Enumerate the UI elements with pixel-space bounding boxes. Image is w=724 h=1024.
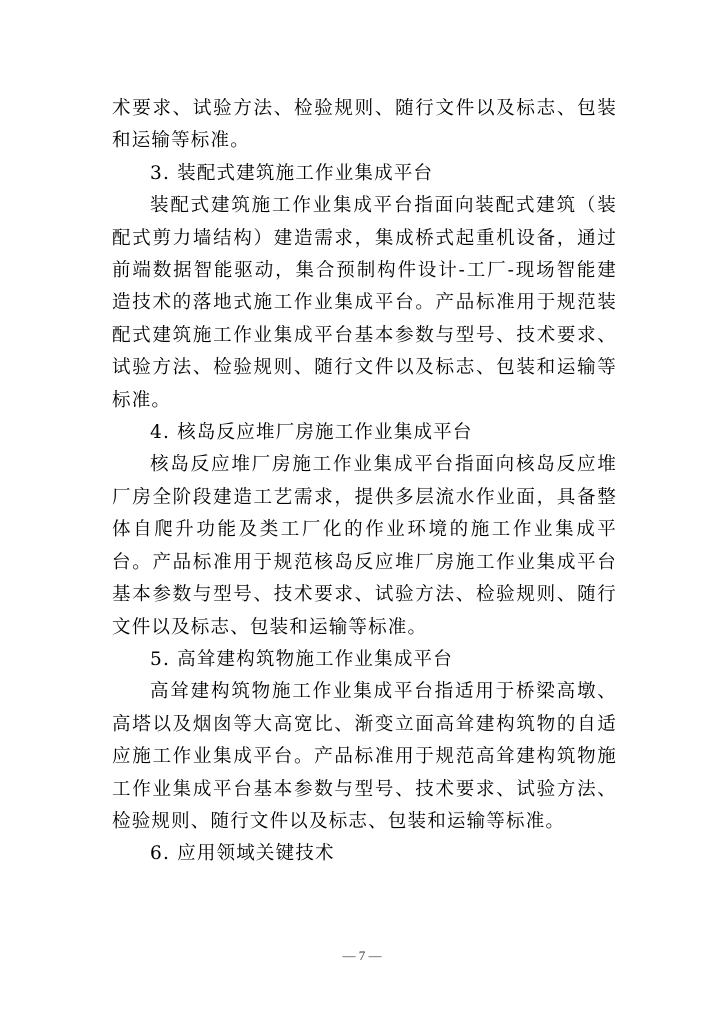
body-text <box>112 93 617 871</box>
section-heading-5: 5. 高耸建构筑物施工作业集成平台 <box>150 648 453 670</box>
paragraph-prefab-platform: 装配式建筑施工作业集成平台指面向装配式建筑（装配式剪力墙结构）建造需求，集成桥式起重机设备，通过前端数据智能驱动，集合预制构件设计-工厂-现场智能建造技术的落地式施工作业集成平台。产品标准用于规范装配式建筑施工作业集成平台基本参数与型号、技术要求、试验方法、检验规则、随行文件以及标志、包装和运输等标准。 <box>112 195 617 411</box>
section-heading-3: 3. 装配式建筑施工作业集成平台 <box>150 162 434 184</box>
section-heading-6: 6. 应用领域关键技术 <box>150 843 335 865</box>
page-number: — 7 — <box>342 948 382 963</box>
paragraph-nuclear-platform: 核岛反应堆厂房施工作业集成平台指面向核岛反应堆厂房全阶段建造工艺需求，提供多层流水作业面，具备整体自爬升功能及类工厂化的作业环境的施工作业集成平台。产品标准用于规范核岛反应堆厂房施工作业集成平台基本参数与型号、技术要求、试验方法、检验规则、随行文件以及标志、包装和运输等标准。 <box>112 454 617 638</box>
paragraph-tall-structure-platform: 高耸建构筑物施工作业集成平台指适用于桥梁高墩、高塔以及烟囱等大高宽比、渐变立面高耸建构筑物的自适应施工作业集成平台。产品标准用于规范高耸建构筑物施工作业集成平台基本参数与型号、技术要求、试验方法、检验规则、随行文件以及标志、包装和运输等标准。 <box>112 681 617 832</box>
section-heading-4: 4. 核岛反应堆厂房施工作业集成平台 <box>150 422 473 444</box>
continuation-paragraph: 术要求、试验方法、检验规则、随行文件以及标志、包装和运输等标准。 <box>112 98 617 152</box>
